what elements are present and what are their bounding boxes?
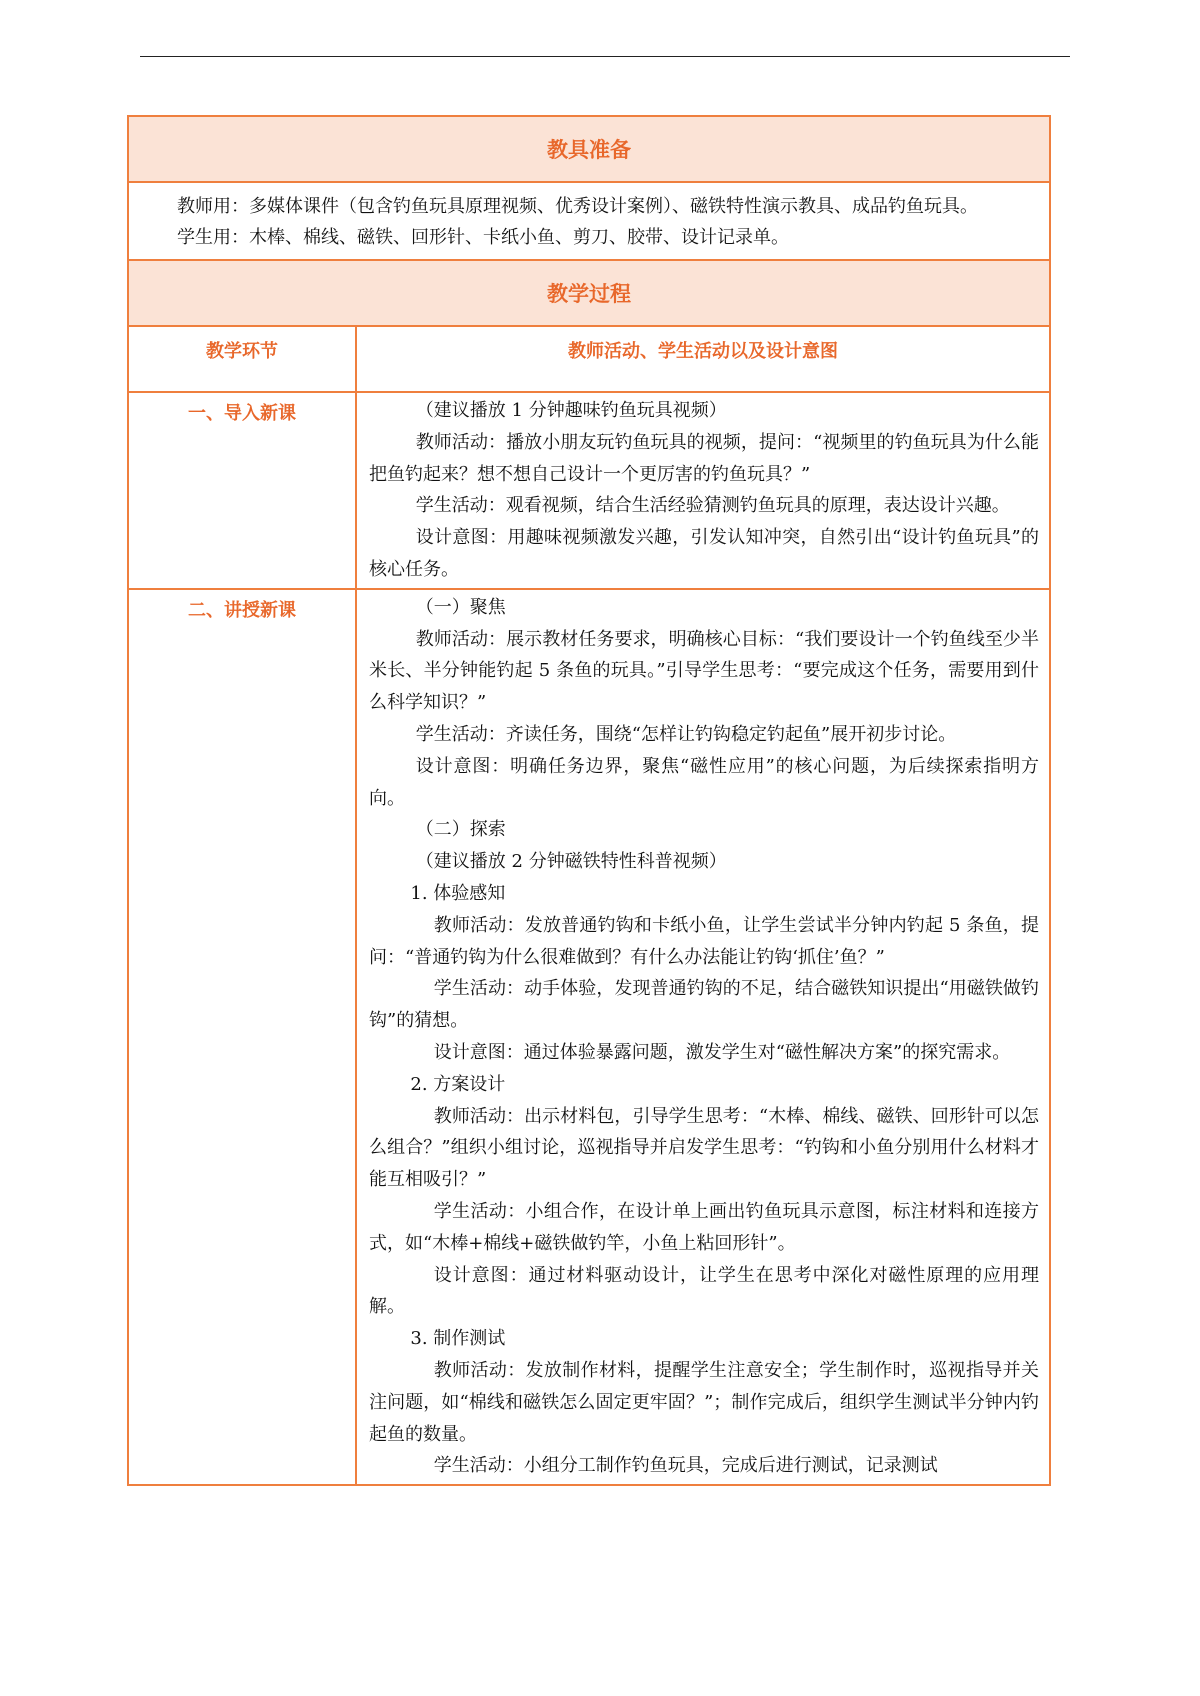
step1-student: 学生活动：动手体验，发现普通钓钩的不足，结合磁铁知识提出“用磁铁做钓钩”的猜想。 — [369, 978, 1039, 1032]
column-header-stage: 教学环节 — [128, 326, 356, 392]
step2-student: 学生活动：小组合作，在设计单上画出钓鱼玩具示意图，标注材料和连接方式，如“木棒+棉线+磁铁做钓竿，小鱼上粘回形针”。 — [369, 1200, 1039, 1254]
step1-teacher: 教师活动：发放普通钓钩和卡纸小鱼，让学生尝试半分钟内钓起 5 条鱼，提问：“普通钓钩为什么很难做到？有什么办法能让钓钩‘抓住’鱼？” — [369, 914, 1039, 968]
step2-intent: 设计意图：通过材料驱动设计，让学生在思考中深化对磁性原理的应用理解。 — [369, 1264, 1039, 1318]
process-title: 教学过程 — [128, 260, 1050, 326]
lesson-plan-table — [127, 115, 1051, 1486]
focus-title: （一）聚焦 — [415, 596, 506, 618]
stage2-content — [356, 589, 1050, 1485]
stage1-label: 一、导入新课 — [128, 392, 356, 589]
stage2-label: 二、讲授新课 — [128, 589, 356, 1485]
prep-teacher: 教师用：多媒体课件（包含钓鱼玩具原理视频、优秀设计案例）、磁铁特性演示教具、成品钓鱼玩具。 — [177, 196, 978, 217]
explore-video: （建议播放 2 分钟磁铁特性科普视频） — [415, 851, 727, 873]
focus-teacher: 教师活动：展示教材任务要求，明确核心目标：“我们要设计一个钓鱼线至少半米长、半分钟能钓起 5 条鱼的玩具。”引导学生思考：“要完成这个任务，需要用到什么科学知识？” — [369, 628, 1039, 714]
stage1-intent: 设计意图：用趣味视频激发兴趣，引发认知冲突，自然引出“设计钓鱼玩具”的核心任务。 — [369, 527, 1039, 580]
step2-teacher: 教师活动：出示材料包，引导学生思考：“木棒、棉线、磁铁、回形针可以怎么组合？”组织小组讨论，巡视指导并启发学生思考：“钓钩和小鱼分别用什么材料才能互相吸引？” — [369, 1105, 1039, 1191]
stage1-teacher: 教师活动：播放小朋友玩钓鱼玩具的视频，提问：“视频里的钓鱼玩具为什么能把鱼钓起来？想不想自己设计一个更厉害的钓鱼玩具？” — [369, 431, 1039, 485]
stage1-student: 学生活动：观看视频，结合生活经验猜测钓鱼玩具的原理，表达设计兴趣。 — [415, 495, 1010, 517]
prep-content — [128, 182, 1050, 260]
prep-student: 学生用：木棒、棉线、磁铁、回形针、卡纸小鱼、剪刀、胶带、设计记录单。 — [177, 227, 789, 248]
stage1-video: （建议播放 1 分钟趣味钓鱼玩具视频） — [415, 400, 727, 421]
step1-title: 1. 体验感知 — [410, 882, 506, 904]
focus-student: 学生活动：齐读任务，围绕“怎样让钓钩稳定钓起鱼”展开初步讨论。 — [415, 723, 957, 745]
step1-intent: 设计意图：通过体验暴露问题，激发学生对“磁性解决方案”的探究需求。 — [433, 1041, 1011, 1063]
step3-student: 学生活动：小组分工制作钓鱼玩具，完成后进行测试，记录测试 — [433, 1455, 938, 1477]
stage1-content — [356, 392, 1050, 589]
explore-title: （二）探索 — [415, 819, 506, 841]
step2-title: 2. 方案设计 — [410, 1073, 506, 1095]
prep-title: 教具准备 — [128, 116, 1050, 182]
step3-teacher: 教师活动：发放制作材料，提醒学生注意安全；学生制作时，巡视指导并关注问题，如“棉线和磁铁怎么固定更牢固？”；制作完成后，组织学生测试半分钟内钓起鱼的数量。 — [369, 1359, 1039, 1445]
focus-intent: 设计意图：明确任务边界，聚焦“磁性应用”的核心问题，为后续探索指明方向。 — [369, 755, 1039, 809]
header-rule — [140, 56, 1070, 57]
column-header-activities: 教师活动、学生活动以及设计意图 — [356, 326, 1050, 392]
step3-title: 3. 制作测试 — [410, 1328, 506, 1350]
